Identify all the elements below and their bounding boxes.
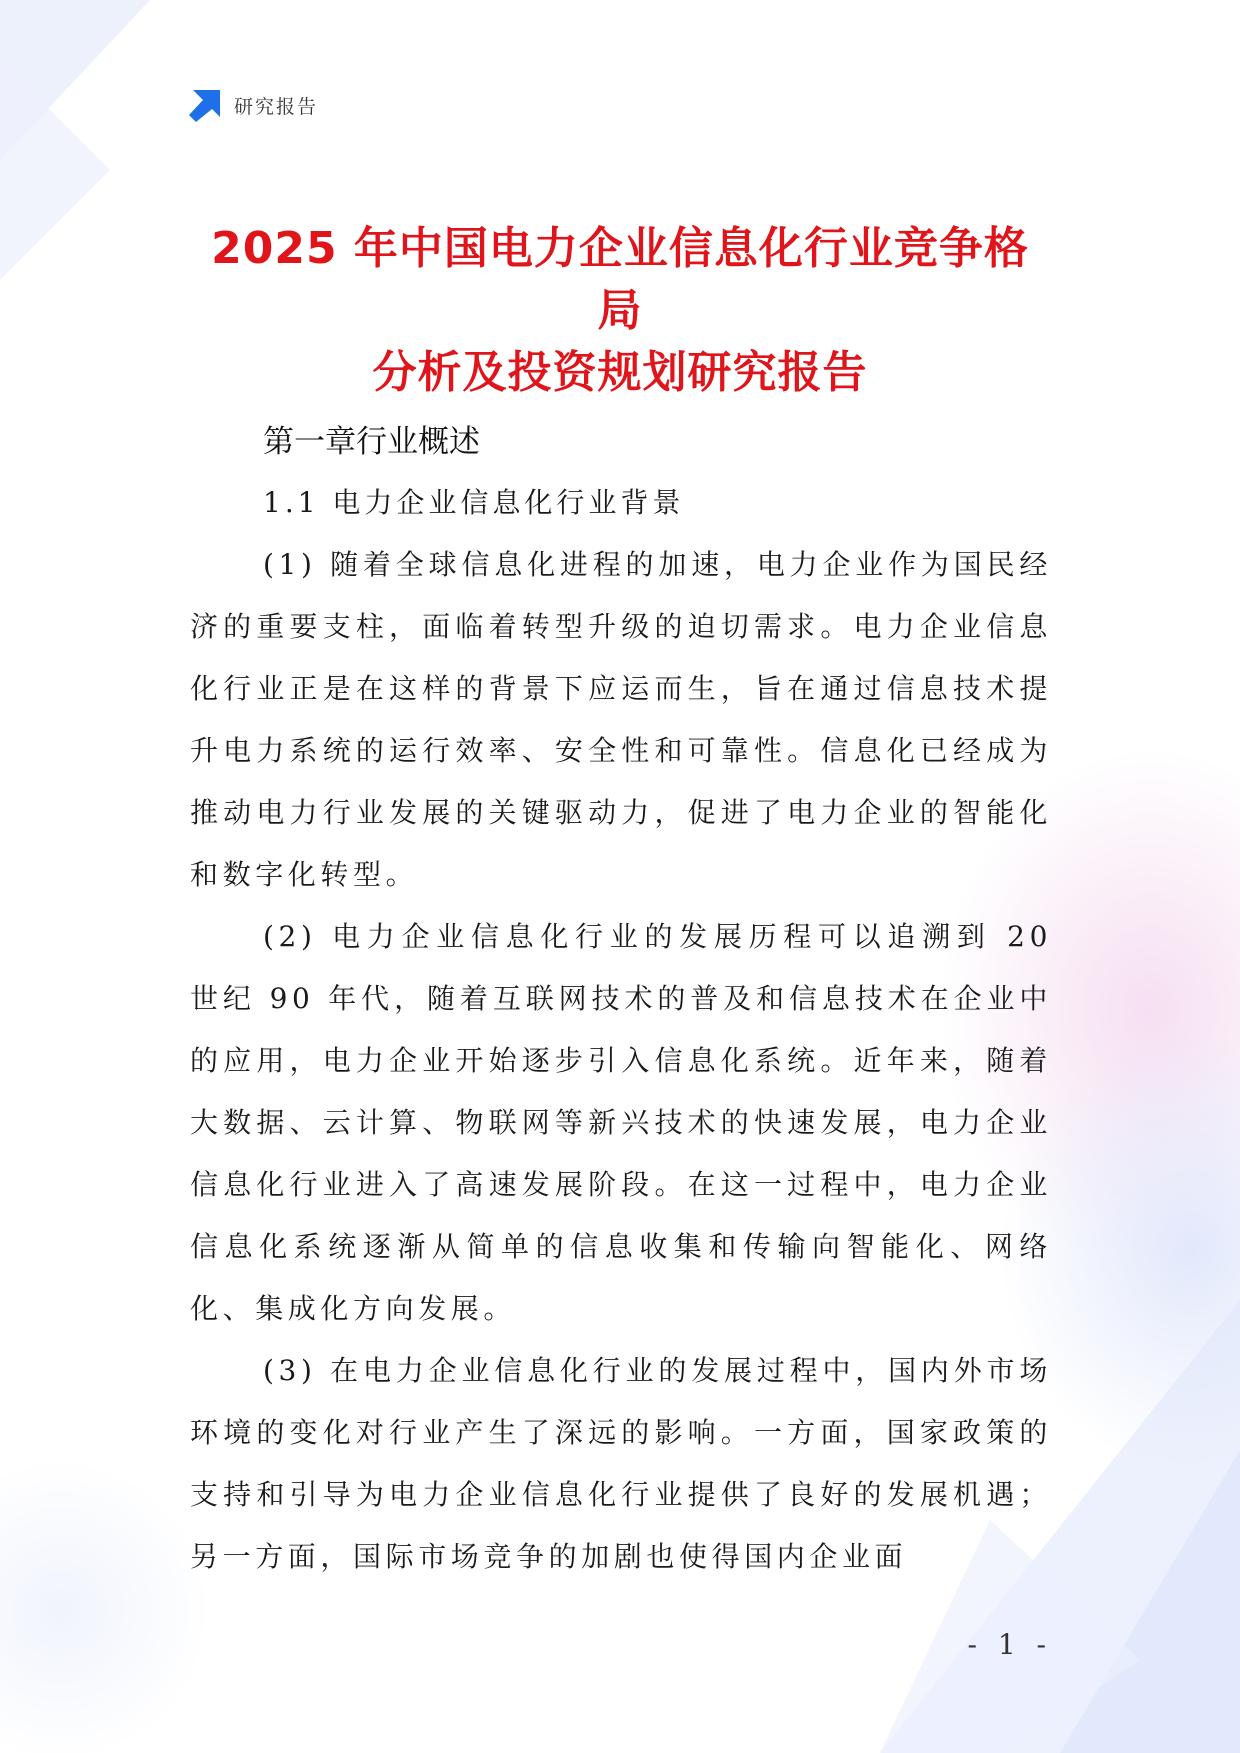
body-paragraph-3: (3) 在电力企业信息化行业的发展过程中，国内外市场环境的变化对行业产生了深远的影响。一方面，国家政策的支持和引导为电力企业信息化行业提供了良好的发展机遇；另一方面，国际市场竞争的加剧也使得国内企业面 [190, 1354, 1052, 1573]
body-paragraph-2: (2) 电力企业信息化行业的发展历程可以追溯到 20 世纪 90 年代，随着互联网技术的普及和信息技术在企业中的应用，电力企业开始逐步引入信息化系统。近年来，随着大数据、云计算、物联网等新兴技术的快速发展，电力企业信息化行业进入了高速发展阶段。在这一过程中，电力企业信息化系统逐渐从简单的信息收集和传输向智能化、网络化、集成化方向发展。 [190, 920, 1052, 1325]
page-number: - 1 - [967, 1628, 1052, 1661]
document-body [190, 412, 1052, 1588]
body-paragraph-1: (1) 随着全球信息化进程的加速，电力企业作为国民经济的重要支柱，面临着转型升级的迫切需求。电力企业信息化行业正是在这样的背景下应运而生，旨在通过信息技术提升电力系统的运行效率、安全性和可靠性。信息化已经成为推动电力行业发展的关键驱动力，促进了电力企业的智能化和数字化转型。 [190, 548, 1052, 891]
report-title-line-1: 2025 年中国电力企业信息化行业竞争格局 [211, 223, 1029, 336]
arrow-up-right-icon [188, 88, 222, 122]
report-title-line-2: 分析及投资规划研究报告 [372, 347, 868, 398]
report-title [190, 218, 1050, 404]
section-heading: 1.1 电力企业信息化行业背景 [263, 486, 685, 519]
header-label: 研究报告 [234, 95, 319, 118]
page-header [188, 88, 318, 122]
chapter-heading: 第一章行业概述 [263, 424, 480, 460]
